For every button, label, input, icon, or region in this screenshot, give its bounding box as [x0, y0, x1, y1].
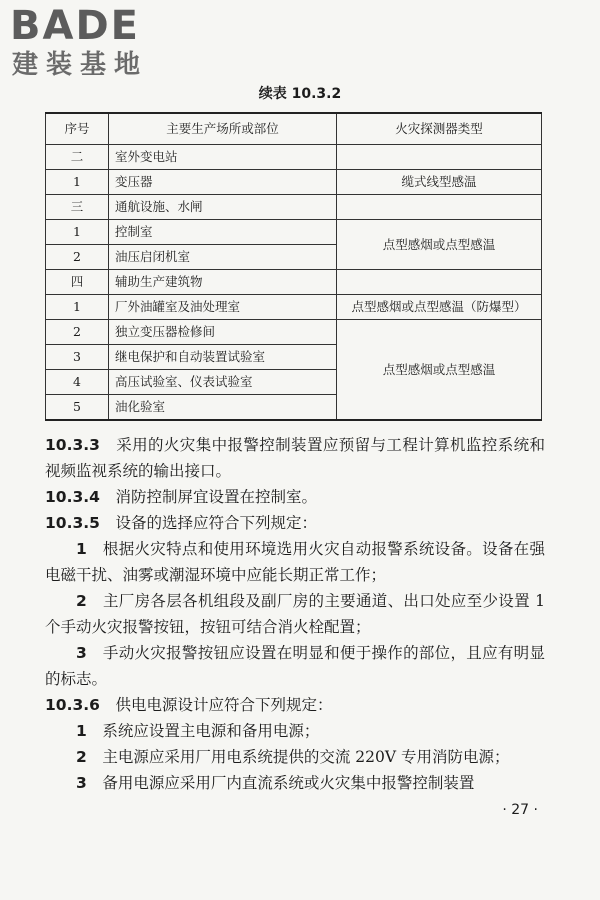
row-detector [337, 145, 542, 170]
table-row [46, 220, 542, 245]
logo-wordmark: BADE [10, 3, 140, 49]
body-text [45, 432, 545, 796]
clause-10-3-5 [45, 510, 545, 536]
clause-text: 消防控制屏宜设置在控制室。 [115, 488, 317, 506]
clause-10-3-4 [45, 484, 545, 510]
clause-text: 采用的火灾集中报警控制装置应预留与工程计算机监控系统和视频监视系统的输出接口。 [45, 436, 545, 480]
item-number: 3 [76, 774, 87, 792]
table-row [46, 295, 542, 320]
list-item [45, 744, 545, 770]
row-detector: 缆式线型感温 [337, 170, 542, 195]
table-title: 续表 10.3.2 [258, 86, 342, 102]
list-item [45, 536, 545, 588]
detector-table [45, 112, 542, 421]
row-no: 二 [46, 145, 109, 170]
row-place: 辅助生产建筑物 [109, 270, 337, 295]
item-text: 根据火灾特点和使用环境选用火灾自动报警系统设备。设备在强电磁干扰、油雾或潮湿环境中应能长期正常工作； [45, 540, 545, 584]
row-no: 3 [46, 345, 109, 370]
item-text: 备用电源应采用厂内直流系统或火灾集中报警控制装置 [102, 774, 475, 792]
row-no: 2 [46, 320, 109, 345]
clause-number: 10.3.4 [45, 488, 100, 506]
header-no: 序号 [46, 113, 109, 145]
row-place: 控制室 [109, 220, 337, 245]
clause-10-3-3 [45, 432, 545, 484]
row-detector: 点型感烟或点型感温（防爆型） [337, 295, 542, 320]
row-place: 油压启闭机室 [109, 245, 337, 270]
row-place: 独立变压器检修间 [109, 320, 337, 345]
row-place: 变压器 [109, 170, 337, 195]
row-no: 1 [46, 170, 109, 195]
row-place: 厂外油罐室及油处理室 [109, 295, 337, 320]
item-number: 2 [76, 592, 87, 610]
item-number: 3 [76, 644, 87, 662]
logo-subtitle: 建装基地 [12, 50, 149, 80]
item-number: 2 [76, 748, 87, 766]
list-item [45, 640, 545, 692]
row-place: 继电保护和自动装置试验室 [109, 345, 337, 370]
item-number: 1 [76, 722, 87, 740]
item-text: 系统应设置主电源和备用电源； [102, 722, 320, 740]
clause-text: 供电电源设计应符合下列规定： [115, 696, 333, 714]
table-row [46, 195, 542, 220]
item-number: 1 [76, 540, 87, 558]
row-no: 1 [46, 220, 109, 245]
row-no: 1 [46, 295, 109, 320]
row-no: 5 [46, 395, 109, 421]
page-number: · 27 · [502, 802, 538, 818]
item-text: 主厂房各层各机组段及副厂房的主要通道、出口处应至少设置 1 个手动火灾报警按钮，按钮可结合消火栓配置； [45, 592, 545, 636]
row-detector: 点型感烟或点型感温 [337, 320, 542, 421]
table-row [46, 320, 542, 345]
row-no: 四 [46, 270, 109, 295]
row-place: 室外变电站 [109, 145, 337, 170]
row-no: 4 [46, 370, 109, 395]
clause-text: 设备的选择应符合下列规定： [115, 514, 317, 532]
row-detector [337, 270, 542, 295]
clause-10-3-6 [45, 692, 545, 718]
header-place: 主要生产场所或部位 [109, 113, 337, 145]
item-text: 主电源应采用厂用电系统提供的交流 220V 专用消防电源； [102, 748, 510, 766]
header-detector: 火灾探测器类型 [337, 113, 542, 145]
table-row [46, 145, 542, 170]
list-item [45, 770, 545, 796]
list-item [45, 718, 545, 744]
row-no: 2 [46, 245, 109, 270]
table-header-row [46, 113, 542, 145]
clause-number: 10.3.3 [45, 436, 100, 454]
clause-number: 10.3.6 [45, 696, 100, 714]
row-place: 油化验室 [109, 395, 337, 421]
row-detector [337, 195, 542, 220]
clause-number: 10.3.5 [45, 514, 100, 532]
list-item [45, 588, 545, 640]
row-place: 通航设施、水闸 [109, 195, 337, 220]
row-no: 三 [46, 195, 109, 220]
row-place: 高压试验室、仪表试验室 [109, 370, 337, 395]
item-text: 手动火灾报警按钮应设置在明显和便于操作的部位，且应有明显的标志。 [45, 644, 545, 688]
table-row [46, 270, 542, 295]
row-detector: 点型感烟或点型感温 [337, 220, 542, 270]
table-row [46, 170, 542, 195]
logo [10, 4, 180, 82]
